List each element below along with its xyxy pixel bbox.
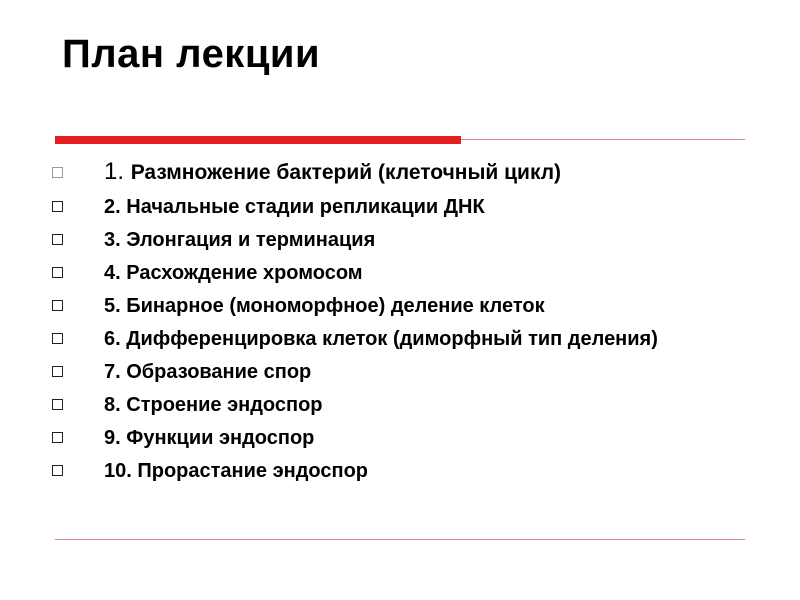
slide-title: План лекции xyxy=(62,32,321,76)
hollow-square-icon xyxy=(52,432,63,443)
list-item xyxy=(52,160,752,185)
bottom-divider xyxy=(55,539,745,540)
list-item-number: 7. xyxy=(104,361,127,383)
list-item-number: 8. xyxy=(104,394,127,416)
list-item-text: Начальные стадии репликации ДНК xyxy=(126,196,485,218)
list-item xyxy=(52,426,752,450)
title-divider xyxy=(55,136,745,144)
title-divider-accent-bar xyxy=(55,136,461,144)
list-item-number: 9. xyxy=(104,427,127,449)
list-item xyxy=(52,327,752,351)
hollow-square-icon xyxy=(52,167,63,178)
list-item xyxy=(52,195,752,219)
hollow-square-icon xyxy=(52,465,63,476)
list-item-text: Дифференцировка клеток (диморфный тип деления) xyxy=(126,328,658,350)
list-item-number: 3. xyxy=(104,229,127,251)
hollow-square-icon xyxy=(52,267,63,278)
hollow-square-icon xyxy=(52,300,63,311)
list-item-text: Бинарное (мономорфное) деление клеток xyxy=(126,295,545,317)
list-item-text: Размножение бактерий (клеточный цикл) xyxy=(130,161,562,184)
list-item-text: Образование спор xyxy=(126,361,312,383)
list-item-number: 6. xyxy=(104,328,127,350)
hollow-square-icon xyxy=(52,201,63,212)
list-item xyxy=(52,393,752,417)
hollow-square-icon xyxy=(52,399,63,410)
list-item-number: 10. xyxy=(104,460,138,482)
list-item-number: 5. xyxy=(104,295,127,317)
list-item-text: Строение эндоспор xyxy=(126,394,323,416)
hollow-square-icon xyxy=(52,333,63,344)
list-item xyxy=(52,261,752,285)
list-item xyxy=(52,360,752,384)
list-item-text: Функции эндоспор xyxy=(126,427,315,449)
list-item-number: 1. xyxy=(104,158,131,185)
list-item-number: 2. xyxy=(104,196,127,218)
list-item-text: Расхождение хромосом xyxy=(126,262,363,284)
lecture-plan-list xyxy=(52,160,752,492)
list-item xyxy=(52,228,752,252)
title-divider-thin-line xyxy=(461,139,745,140)
list-item-text: Прорастание эндоспор xyxy=(137,460,369,482)
hollow-square-icon xyxy=(52,234,63,245)
list-item xyxy=(52,294,752,318)
hollow-square-icon xyxy=(52,366,63,377)
list-item xyxy=(52,459,752,483)
list-item-number: 4. xyxy=(104,262,127,284)
list-item-text: Элонгация и терминация xyxy=(126,229,376,251)
